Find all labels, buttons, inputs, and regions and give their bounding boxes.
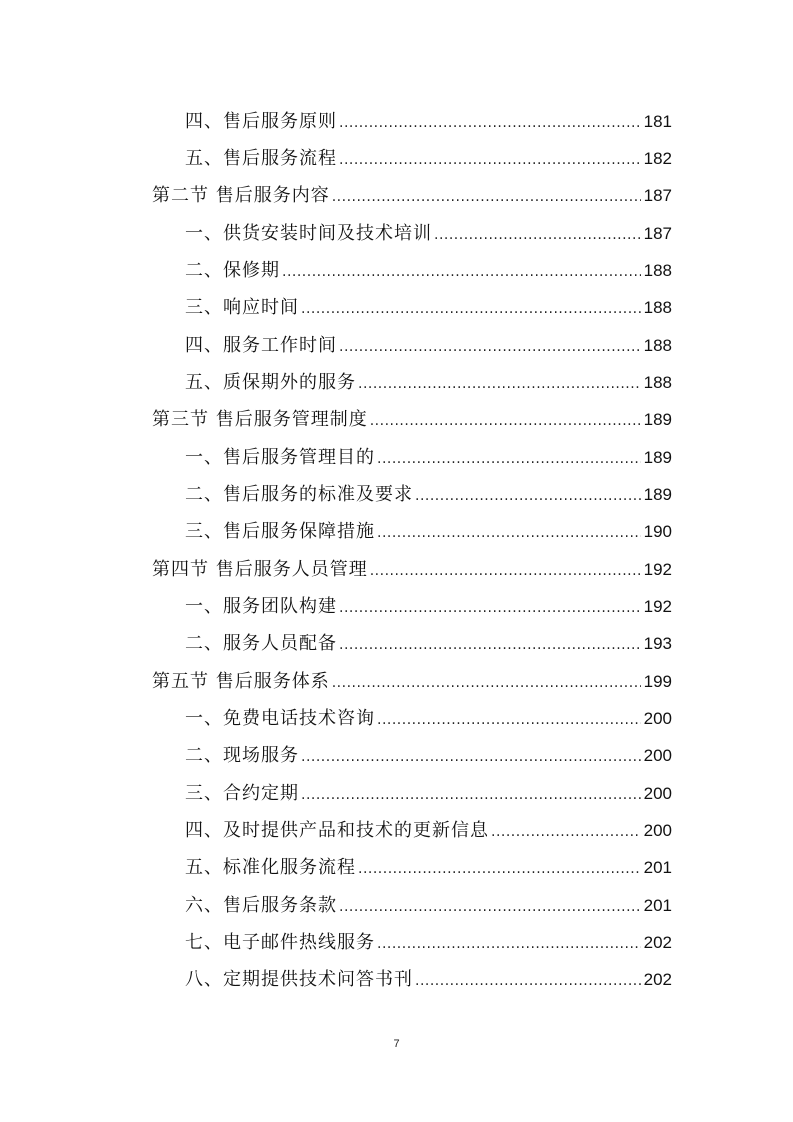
toc-entry[interactable] — [185, 108, 672, 136]
toc-entry-title: 第三节 售后服务管理制度 — [152, 409, 368, 430]
toc-dot-leader — [491, 818, 641, 846]
toc-entry-title: 一、售后服务管理目的 — [185, 447, 375, 468]
toc-dot-leader — [339, 333, 641, 361]
toc-dot-leader — [415, 967, 641, 995]
toc-entry[interactable] — [185, 444, 672, 472]
toc-dot-leader — [339, 893, 641, 921]
toc-entry-page: 202 — [643, 933, 672, 952]
toc-section-entry[interactable] — [152, 668, 672, 696]
toc-dot-leader — [358, 370, 641, 398]
toc-entry[interactable] — [185, 929, 672, 957]
toc-dot-leader — [358, 855, 641, 883]
toc-entry-page: 200 — [643, 784, 672, 803]
toc-entry-page: 201 — [643, 896, 672, 915]
toc-entry-title: 第五节 售后服务体系 — [152, 671, 330, 692]
page-number: 7 — [393, 1038, 400, 1050]
toc-entry-title: 一、供货安装时间及技术培训 — [185, 223, 432, 244]
toc-section-entry[interactable] — [152, 182, 672, 210]
toc-entry-page: 193 — [643, 634, 672, 653]
toc-entry-page: 190 — [643, 522, 672, 541]
toc-section-entry[interactable] — [152, 556, 672, 584]
toc-dot-leader — [370, 557, 641, 585]
toc-entry-title: 四、及时提供产品和技术的更新信息 — [185, 820, 489, 841]
toc-dot-leader — [377, 519, 641, 547]
toc-entry-title: 第四节 售后服务人员管理 — [152, 559, 368, 580]
toc-entry[interactable] — [185, 630, 672, 658]
toc-entry-title: 二、售后服务的标准及要求 — [185, 484, 413, 505]
toc-entry-page: 200 — [643, 709, 672, 728]
toc-entry-page: 200 — [643, 821, 672, 840]
toc-entry-page: 188 — [643, 261, 672, 280]
toc-entry-title: 五、质保期外的服务 — [185, 372, 356, 393]
toc-entry-title: 二、保修期 — [185, 260, 280, 281]
toc-entry-title: 五、售后服务流程 — [185, 148, 337, 169]
toc-entry-page: 201 — [643, 858, 672, 877]
toc-dot-leader — [301, 743, 641, 771]
toc-entry-page: 199 — [643, 672, 672, 691]
toc-entry-title: 一、服务团队构建 — [185, 596, 337, 617]
toc-entry-page: 187 — [643, 186, 672, 205]
toc-entry[interactable] — [185, 593, 672, 621]
toc-entry-title: 第二节 售后服务内容 — [152, 185, 330, 206]
toc-entry-page: 188 — [643, 336, 672, 355]
toc-dot-leader — [301, 295, 641, 323]
toc-entry[interactable] — [185, 966, 672, 994]
toc-entry-title: 三、合约定期 — [185, 783, 299, 804]
toc-entry-page: 192 — [643, 560, 672, 579]
toc-entry[interactable] — [185, 518, 672, 546]
toc-entry-title: 八、定期提供技术问答书刊 — [185, 969, 413, 990]
toc-entry-title: 一、免费电话技术咨询 — [185, 708, 375, 729]
toc-dot-leader — [282, 258, 641, 286]
toc-entry-page: 200 — [643, 746, 672, 765]
toc-entry[interactable] — [185, 742, 672, 770]
toc-entry-page: 188 — [643, 373, 672, 392]
toc-entry[interactable] — [185, 481, 672, 509]
toc-entry-title: 二、现场服务 — [185, 745, 299, 766]
toc-dot-leader — [339, 146, 641, 174]
toc-entry[interactable] — [185, 220, 672, 248]
toc-dot-leader — [415, 482, 641, 510]
toc-entry[interactable] — [185, 854, 672, 882]
toc-entry-page: 189 — [643, 410, 672, 429]
toc-entry-page: 189 — [643, 448, 672, 467]
toc-dot-leader — [377, 445, 641, 473]
toc-dot-leader — [370, 407, 641, 435]
toc-entry[interactable] — [185, 145, 672, 173]
toc-dot-leader — [377, 706, 641, 734]
toc-dot-leader — [377, 930, 641, 958]
toc-entry-page: 188 — [643, 298, 672, 317]
toc-entry-page: 189 — [643, 485, 672, 504]
toc-entry[interactable] — [185, 332, 672, 360]
toc-entry[interactable] — [185, 369, 672, 397]
toc-entry-page: 181 — [643, 112, 672, 131]
toc-dot-leader — [339, 594, 641, 622]
toc-entry[interactable] — [185, 294, 672, 322]
toc-entry[interactable] — [185, 892, 672, 920]
toc-entry-title: 七、电子邮件热线服务 — [185, 932, 375, 953]
toc-dot-leader — [434, 221, 641, 249]
toc-dot-leader — [339, 109, 641, 137]
toc-dot-leader — [332, 669, 641, 697]
toc-entry[interactable] — [185, 817, 672, 845]
toc-entry-title: 五、标准化服务流程 — [185, 857, 356, 878]
toc-entry[interactable] — [185, 257, 672, 285]
toc-entry-title: 四、服务工作时间 — [185, 335, 337, 356]
toc-dot-leader — [339, 631, 641, 659]
toc-entry-title: 二、服务人员配备 — [185, 633, 337, 654]
toc-entry-page: 182 — [643, 149, 672, 168]
toc-entry-title: 六、售后服务条款 — [185, 895, 337, 916]
toc-entry-page: 202 — [643, 970, 672, 989]
toc-entry[interactable] — [185, 780, 672, 808]
toc-dot-leader — [301, 781, 641, 809]
toc-entry-page: 187 — [643, 224, 672, 243]
toc-entry[interactable] — [185, 705, 672, 733]
toc-section-entry[interactable] — [152, 406, 672, 434]
toc-dot-leader — [332, 183, 641, 211]
toc-entry-page: 192 — [643, 597, 672, 616]
toc-entry-title: 三、售后服务保障措施 — [185, 521, 375, 542]
toc-entry-title: 四、售后服务原则 — [185, 111, 337, 132]
toc-entry-title: 三、响应时间 — [185, 297, 299, 318]
